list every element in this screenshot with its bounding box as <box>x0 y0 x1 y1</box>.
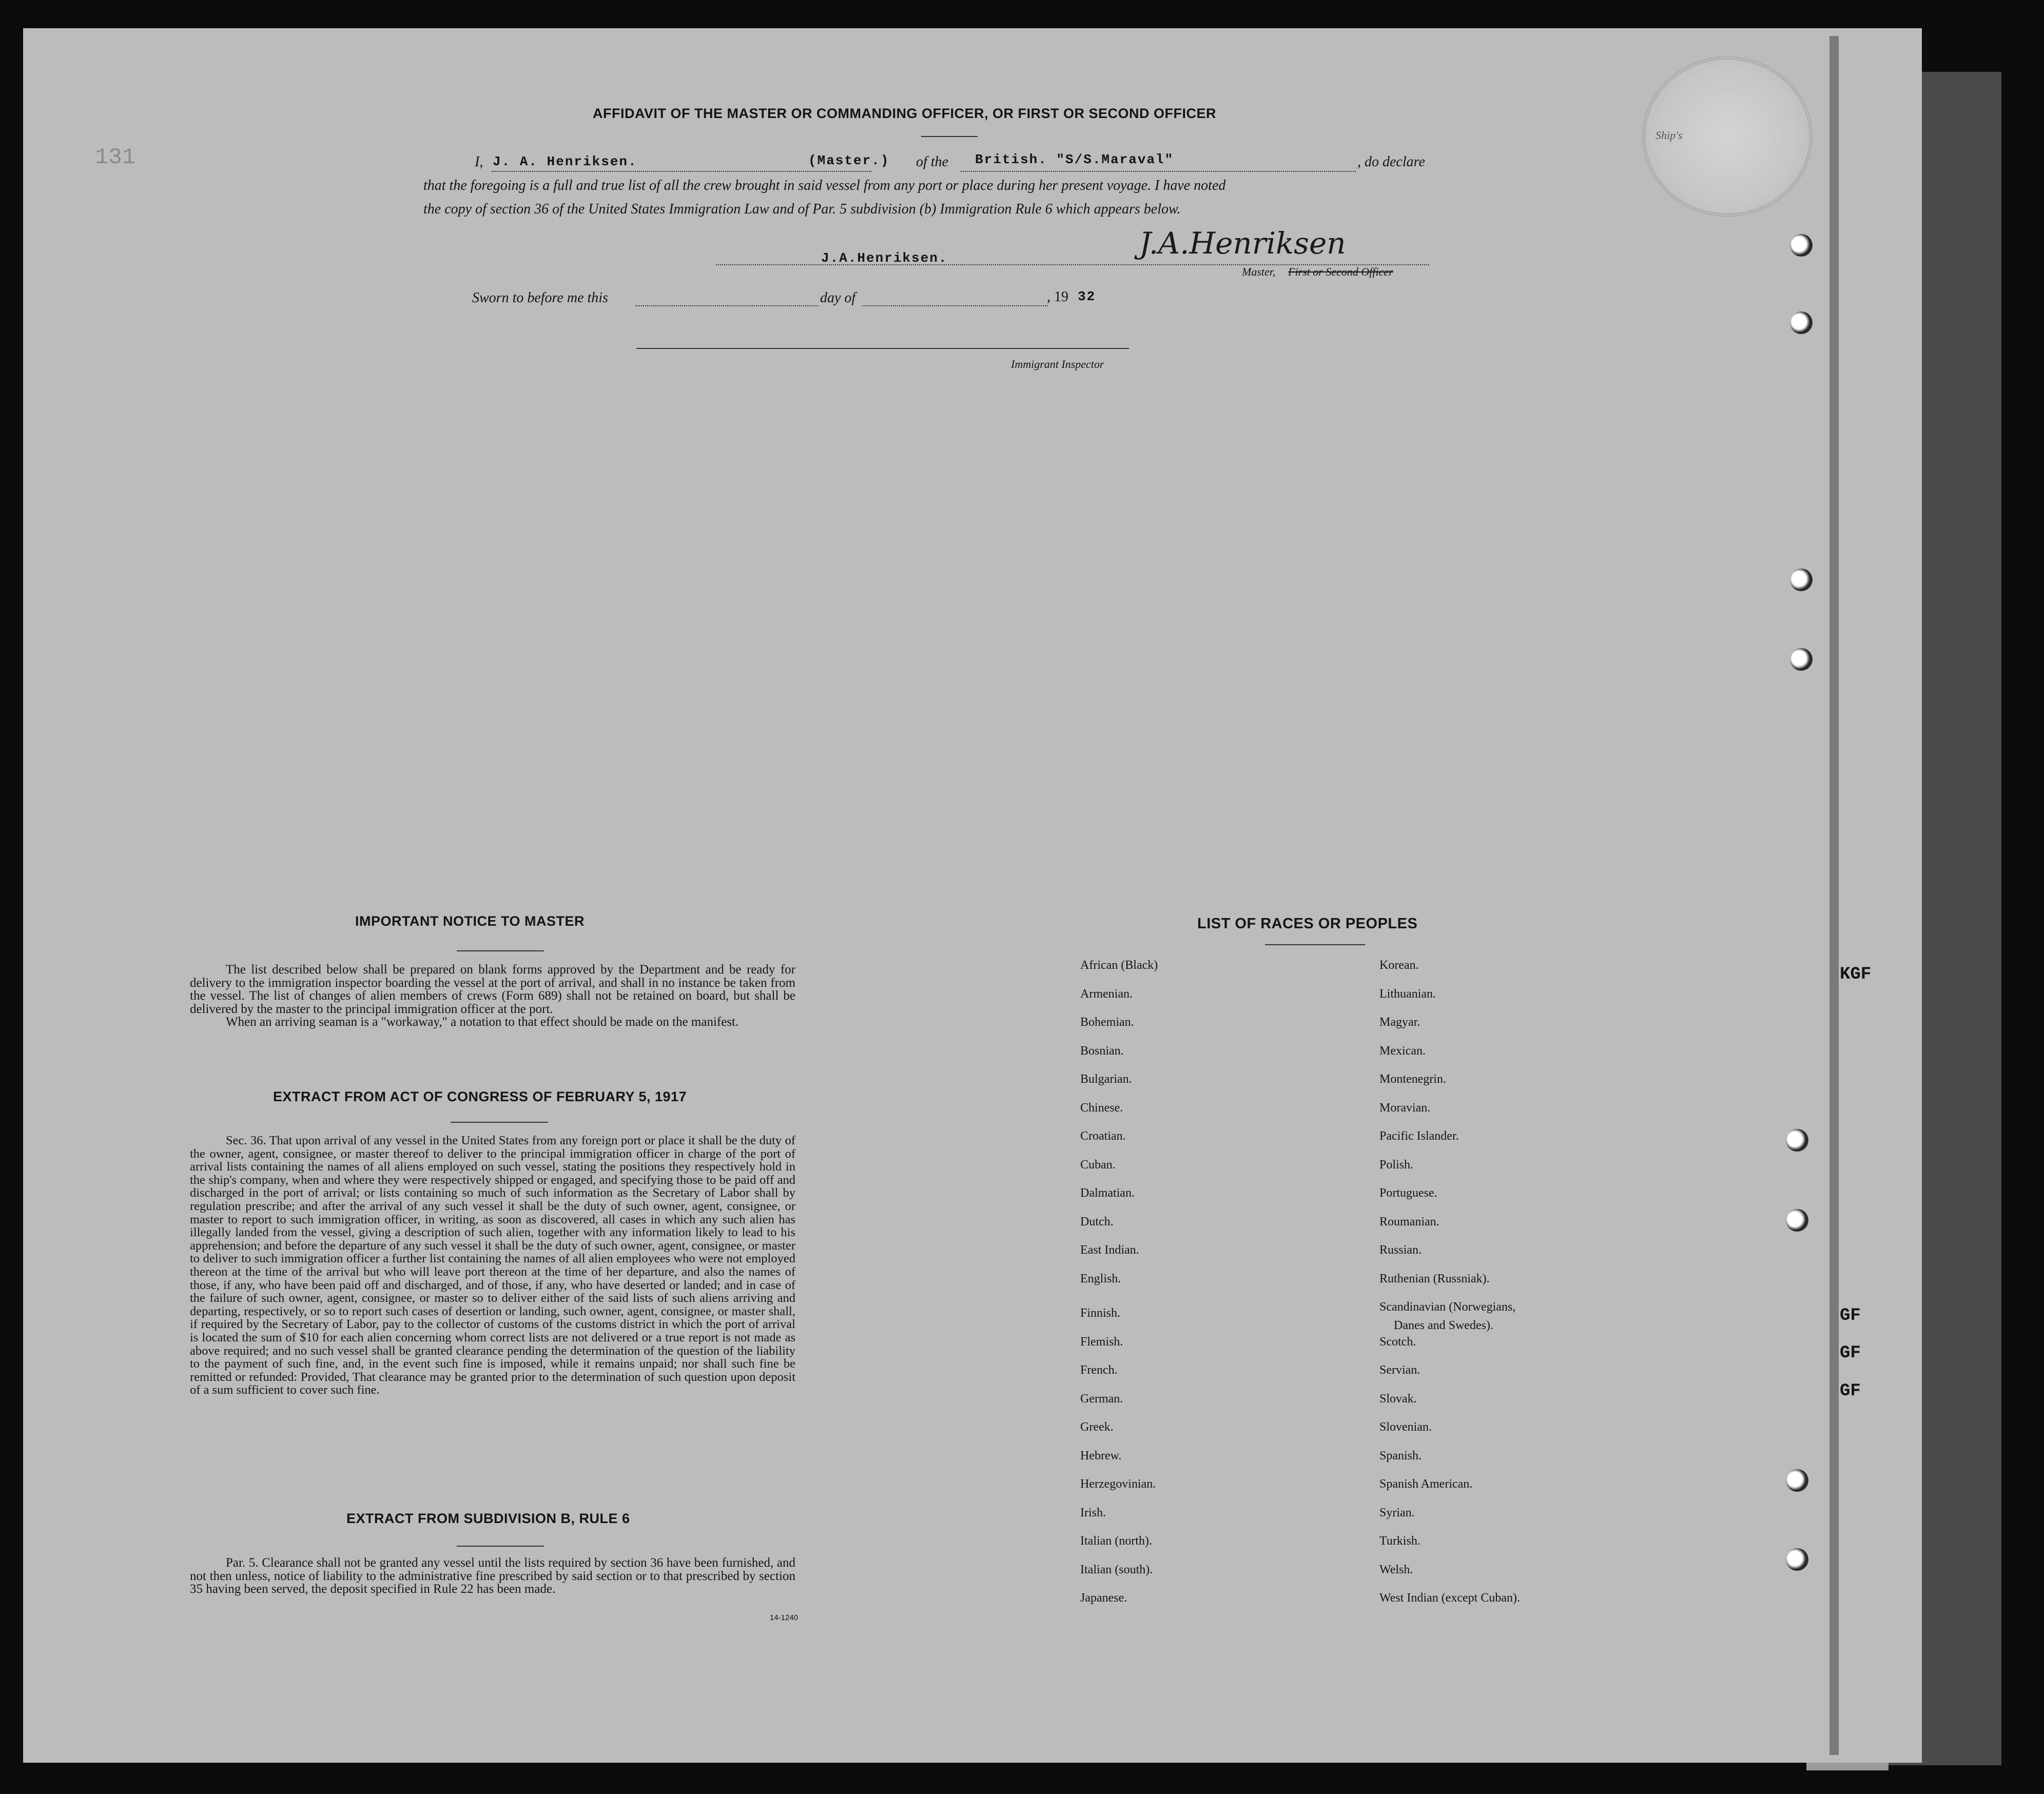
extract-rule6-underline <box>457 1546 544 1547</box>
race-item: Croatian. <box>1080 1129 1126 1143</box>
day-of-label: day of <box>820 290 856 306</box>
struck-officer-label: First or Second Officer <box>1288 265 1393 278</box>
race-item: Slovenian. <box>1379 1420 1432 1434</box>
ship-seal <box>1642 56 1813 217</box>
race-item: Polish. <box>1379 1158 1414 1172</box>
punch-hole <box>1786 1469 1808 1492</box>
race-item: Magyar. <box>1379 1016 1420 1029</box>
races-title: LIST OF RACES OR PEOPLES <box>1197 915 1418 932</box>
notice-paragraph-2: When an arriving seaman is a "workaway," a notation to that effect should be made on the manifest. <box>226 1015 739 1029</box>
race-item: German. <box>1080 1392 1123 1406</box>
race-item: Ruthenian (Russniak). <box>1379 1272 1490 1285</box>
race-item: Moravian. <box>1379 1101 1431 1115</box>
master-label: Master, <box>1242 265 1276 278</box>
race-item: Slovak. <box>1379 1392 1417 1406</box>
affidavit-line-3: the copy of section 36 of the United States Immigration Law and of Par. 5 subdivision (b) Immigration Rule 6 which appears below. <box>423 201 1181 217</box>
extract-1917-body <box>190 1134 795 1397</box>
punch-hole <box>1786 1129 1808 1152</box>
race-item: East Indian. <box>1080 1243 1139 1257</box>
affidavit-title: AFFIDAVIT OF THE MASTER OR COMMANDING OFFICER, OR FIRST OR SECOND OFFICER <box>593 106 1216 121</box>
sworn-day-line <box>635 305 819 306</box>
edge-fragment-gf-1: GF <box>1840 1306 1861 1325</box>
race-item: Servian. <box>1379 1363 1420 1377</box>
race-item: Scandinavian (Norwegians, <box>1379 1300 1516 1314</box>
page-number: 131 <box>95 145 136 170</box>
punch-hole <box>1786 1209 1808 1232</box>
extract-1917-underline <box>451 1122 548 1123</box>
race-item: Greek. <box>1080 1420 1114 1434</box>
race-item: Bohemian. <box>1080 1016 1134 1029</box>
notice-title: IMPORTANT NOTICE TO MASTER <box>355 913 585 929</box>
races-underline <box>1265 944 1365 945</box>
extract-1917-text: Sec. 36. That upon arrival of any vessel in the United States from any foreign port or place it shall be the duty of the owner, agent, consignee, or master thereof to deliver to the principal immigration officer in charge of the port of arrival lists containing the names of all aliens employed on such vessel, stating the positions they respectively hold in the ship's company, when and where they were respectively shipped or engaged, and specifying those to be paid off and discharged in the port of arrival; or lists containing so much of such information as the Secretary of Labor shall by regulation prescribe; and after the arrival of any such vessel it shall be the duty of such owner, agent, consignee, or master to report to such immigration officer, in writing, as soon as discovered, all cases in which any such alien has illegally landed from the vessel, giving a description of such alien, together with any information likely to lead to his apprehension; and before the departure of any such vessel it shall be the duty of such owner, agent, consignee, or master to deliver to such immigration officer a further list containing the names of all alien employees who were not employed thereon at the time of the arrival but who will leave port thereon at the time of her departure, and also the names of those, if any, who have been paid off and discharged, and of those, if any, who have deserted or landed; and in case of the failure of such owner, agent, consignee, or master so to deliver either of the said lists of such aliens arriving and departing, respectively, or so to report such cases of desertion or landing, such owner, agent, consignee, or master shall, if required by the Secretary of Labor, pay to the collector of customs of the customs district in which the port of arrival is located the sum of $10 for each alien concerning whom correct lists are not delivered or a true report is not made as above required; and no such vessel shall be granted clearance pending the determination of the question of the liability to the payment of such fine, and, in the event such fine is imposed, while it remains unpaid; nor shall such fine be remitted or refunded: Provided, That clearance may be granted prior to the determination of such question upon deposit of a sum sufficient to cover such fine. <box>190 1134 795 1397</box>
handwritten-signature: J.A.Henriksen <box>1139 226 1346 261</box>
seal-text: Ship's <box>1656 129 1683 142</box>
race-item: Lithuanian. <box>1379 987 1436 1001</box>
punch-hole <box>1790 569 1813 591</box>
extract-1917-title: EXTRACT FROM ACT OF CONGRESS OF FEBRUARY 5, 1917 <box>273 1089 687 1104</box>
punch-hole <box>1790 648 1813 671</box>
race-item: Scotch. <box>1379 1335 1416 1349</box>
race-item: English. <box>1080 1272 1121 1285</box>
punch-hole <box>1786 1548 1808 1571</box>
race-item: Spanish. <box>1379 1449 1422 1463</box>
race-item: Korean. <box>1379 959 1419 972</box>
race-item: Spanish American. <box>1379 1477 1473 1491</box>
name-line <box>492 171 871 172</box>
race-item: Cuban. <box>1080 1158 1116 1172</box>
race-item: Roumanian. <box>1379 1215 1439 1228</box>
race-item: Irish. <box>1080 1506 1106 1519</box>
edge-fragment-gf-2: GF <box>1840 1343 1861 1363</box>
race-item: Montenegrin. <box>1379 1072 1446 1086</box>
race-item: Bulgarian. <box>1080 1072 1132 1086</box>
affidavit-line-2: that the foregoing is a full and true list of all the crew brought in said vessel from any port or place during her present voyage. I have noted <box>423 178 1226 193</box>
race-item: Pacific Islander. <box>1379 1129 1459 1143</box>
race-item: French. <box>1080 1363 1118 1377</box>
title-underline <box>921 136 978 137</box>
vessel-line <box>961 171 1356 172</box>
race-item: Mexican. <box>1379 1044 1426 1058</box>
year-prefix: , 19 <box>1047 289 1068 305</box>
race-item: Russian. <box>1379 1243 1422 1257</box>
do-declare: , do declare <box>1357 154 1425 170</box>
race-item: Dalmatian. <box>1080 1186 1135 1200</box>
notice-underline <box>457 950 544 951</box>
punch-hole <box>1790 234 1813 257</box>
year-suffix: 32 <box>1078 289 1096 304</box>
punch-hole <box>1790 311 1813 334</box>
race-item: Flemish. <box>1080 1335 1123 1349</box>
master-name: J. A. Henriksen. <box>493 154 637 169</box>
inspector-label: Immigrant Inspector <box>1011 358 1104 371</box>
of-the-label: of the <box>916 154 948 170</box>
race-item: Finnish. <box>1080 1306 1121 1320</box>
affidavit-i: I, <box>475 154 483 170</box>
rank: (Master.) <box>808 153 890 168</box>
page-edge-shadow <box>1829 36 1839 1755</box>
race-item: Dutch. <box>1080 1215 1114 1228</box>
sworn-label: Sworn to before me this <box>472 290 608 306</box>
notice-body <box>190 963 795 1029</box>
edge-fragment-gf-3: GF <box>1840 1381 1861 1401</box>
race-item: Chinese. <box>1080 1101 1123 1115</box>
typed-signature: J.A.Henriksen. <box>821 250 948 266</box>
extract-rule6-body <box>190 1556 795 1596</box>
race-item: Hebrew. <box>1080 1449 1122 1463</box>
extract-rule6-text: Par. 5. Clearance shall not be granted any vessel until the lists required by section 36 have been furnished, and not then unless, notice of liability to the administrative fine prescribed by said section or to that prescribed by section 35 having been served, the deposit specified in Rule 22 has been made. <box>190 1556 795 1596</box>
manifest-page <box>23 28 1922 1763</box>
extract-rule6-title: EXTRACT FROM SUBDIVISION B, RULE 6 <box>346 1511 630 1526</box>
race-item: Herzegovinian. <box>1080 1477 1156 1491</box>
race-item: Armenian. <box>1080 987 1133 1001</box>
race-item: West Indian (except Cuban). <box>1379 1591 1520 1605</box>
race-item: Turkish. <box>1379 1534 1420 1548</box>
race-item: Syrian. <box>1379 1506 1415 1519</box>
race-item: Welsh. <box>1379 1563 1413 1576</box>
race-item: African (Black) <box>1080 959 1158 972</box>
vessel-name: British. "S/S.Maraval" <box>975 152 1174 167</box>
edge-fragment-kgf: KGF <box>1840 965 1872 984</box>
notice-paragraph-1: The list described below shall be prepared on blank forms approved by the Department and be ready for delivery to the immigration inspector boarding the vessel at the port of arrival, and shall in no instance be taken from the vessel. The list of changes of alien members of crews (Form 689) shall not be retained on board, but shall be delivered by the master to the principal immigration officer at the port. <box>190 963 795 1016</box>
race-item: Italian (north). <box>1080 1534 1152 1548</box>
race-item: Italian (south). <box>1080 1563 1153 1576</box>
race-item: Japanese. <box>1080 1591 1127 1605</box>
inspector-line <box>636 348 1129 349</box>
sworn-month-line <box>862 305 1048 306</box>
race-item: Portuguese. <box>1379 1186 1437 1200</box>
form-number: 14-1240 <box>770 1613 799 1622</box>
race-item-continuation: Danes and Swedes). <box>1394 1319 1493 1332</box>
race-item: Bosnian. <box>1080 1044 1124 1058</box>
